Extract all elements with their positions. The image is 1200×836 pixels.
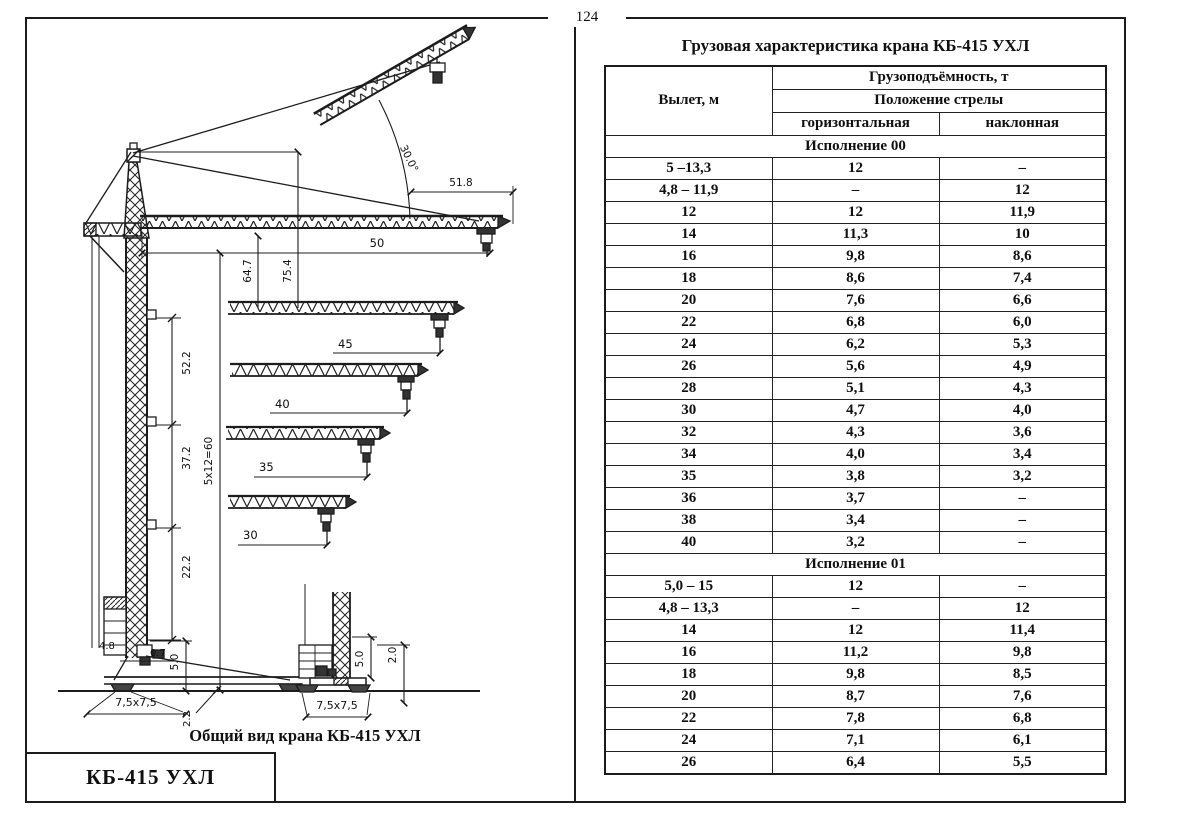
table-cell: 3,4 xyxy=(939,444,1106,466)
table-cell: 3,2 xyxy=(939,466,1106,488)
table-cell: 30 xyxy=(605,400,772,422)
table-cell: 36 xyxy=(605,488,772,510)
table-cell: 26 xyxy=(605,752,772,775)
dim-5-0: 5.0 xyxy=(169,653,181,671)
table-cell: 4,7 xyxy=(772,400,939,422)
table-cell: 8,5 xyxy=(939,664,1106,686)
dim-0-7: 0.7 xyxy=(150,648,166,659)
table-cell: 12 xyxy=(772,158,939,180)
table-cell: 6,8 xyxy=(772,312,939,334)
table-cell: 4,8 – 13,3 xyxy=(605,598,772,620)
crane-drawing xyxy=(0,0,576,836)
table-cell: 3,2 xyxy=(772,532,939,554)
table-row xyxy=(605,488,1106,510)
table-row xyxy=(605,334,1106,356)
dim-2-2: 2.2 xyxy=(182,711,193,727)
table-cell: 6,4 xyxy=(772,752,939,775)
table-cell: 9,8 xyxy=(772,664,939,686)
table-cell: 9,8 xyxy=(939,642,1106,664)
table-row xyxy=(605,268,1106,290)
table-cell: 20 xyxy=(605,290,772,312)
table-row xyxy=(605,422,1106,444)
header-horizontal: горизонтальная xyxy=(772,113,939,136)
inclined-jib xyxy=(314,22,479,125)
dim-side-5-0: 5.0 xyxy=(354,650,366,668)
table-cell: 12 xyxy=(772,620,939,642)
table-cell: 38 xyxy=(605,510,772,532)
table-row xyxy=(605,246,1106,268)
table-row xyxy=(605,224,1106,246)
table-cell: 6,8 xyxy=(939,708,1106,730)
table-cell: 18 xyxy=(605,664,772,686)
table-row xyxy=(605,466,1106,488)
table-cell: 10 xyxy=(939,224,1106,246)
table-cell: 4,8 – 11,9 xyxy=(605,180,772,202)
table-row xyxy=(605,400,1106,422)
table-row xyxy=(605,202,1106,224)
jib-40 xyxy=(230,364,428,413)
table-row xyxy=(605,686,1106,708)
table-row xyxy=(605,444,1106,466)
table-cell: 40 xyxy=(605,532,772,554)
header-boom-position: Положение стрелы xyxy=(772,90,1106,113)
table-cell: 12 xyxy=(939,180,1106,202)
load-capacity-table xyxy=(604,65,1107,775)
table-cell: 4,0 xyxy=(939,400,1106,422)
table-cell: 16 xyxy=(605,642,772,664)
table-cell: 7,6 xyxy=(939,686,1106,708)
dim-37-2: 37.2 xyxy=(181,446,193,470)
header-outreach: Вылет, м xyxy=(605,66,772,136)
drawing-caption: Общий вид крана КБ-415 УХЛ xyxy=(189,726,421,745)
table-cell: 8,7 xyxy=(772,686,939,708)
dim-52-2: 52.2 xyxy=(181,351,193,375)
dimension-lines xyxy=(137,152,513,690)
dim-4-8: 4.8 xyxy=(99,641,115,652)
header-capacity: Грузоподъёмность, т xyxy=(772,66,1106,90)
section-heading: Исполнение 00 xyxy=(605,136,1106,158)
table-cell: 26 xyxy=(605,356,772,378)
table-cell: 4,9 xyxy=(939,356,1106,378)
table-cell: 6,6 xyxy=(939,290,1106,312)
table-cell: 32 xyxy=(605,422,772,444)
jib-tie-line xyxy=(133,156,479,221)
table-cell: 14 xyxy=(605,224,772,246)
table-cell: 6,2 xyxy=(772,334,939,356)
table-cell: 5,6 xyxy=(772,356,939,378)
table-cell: 7,1 xyxy=(772,730,939,752)
table-row xyxy=(605,708,1106,730)
table-row xyxy=(605,532,1106,554)
table-cell: – xyxy=(939,510,1106,532)
table-cell: 22 xyxy=(605,708,772,730)
table-title: Грузовая характеристика крана КБ-415 УХЛ xyxy=(681,36,1030,55)
dim-gauge-main: 7,5х7,5 xyxy=(115,696,157,709)
table-cell: 8,6 xyxy=(772,268,939,290)
dim-35: 35 xyxy=(259,460,274,474)
table-cell: 5,5 xyxy=(939,752,1106,775)
table-cell: 6,0 xyxy=(939,312,1106,334)
header-inclined: наклонная xyxy=(939,113,1106,136)
table-cell: 22 xyxy=(605,312,772,334)
table-row xyxy=(605,312,1106,334)
section-heading-row xyxy=(605,136,1106,158)
table-cell: 24 xyxy=(605,334,772,356)
table-cell: 18 xyxy=(605,268,772,290)
jib-35 xyxy=(226,427,390,477)
table-row xyxy=(605,356,1106,378)
table-cell: 4,3 xyxy=(939,378,1106,400)
section-heading-row xyxy=(605,554,1106,576)
table-cell: 7,4 xyxy=(939,268,1106,290)
table-cell: 24 xyxy=(605,730,772,752)
table-row xyxy=(605,730,1106,752)
table-cell: – xyxy=(939,488,1106,510)
table-cell: – xyxy=(939,158,1106,180)
tower-mast xyxy=(126,238,156,658)
table-row xyxy=(605,752,1106,775)
table-cell: 6,1 xyxy=(939,730,1106,752)
table-cell: 3,6 xyxy=(939,422,1106,444)
table-cell: 12 xyxy=(772,202,939,224)
table-cell: 12 xyxy=(939,598,1106,620)
table-cell: 5,3 xyxy=(939,334,1106,356)
table-row xyxy=(605,664,1106,686)
table-cell: 9,8 xyxy=(772,246,939,268)
table-cell: 5,0 – 15 xyxy=(605,576,772,598)
table-cell: 28 xyxy=(605,378,772,400)
dim-gauge-side: 7,5х7,5 xyxy=(316,699,358,712)
dim-50: 50 xyxy=(369,236,385,250)
table-cell: 7,6 xyxy=(772,290,939,312)
table-cell: 35 xyxy=(605,466,772,488)
dim-45: 45 xyxy=(338,337,353,351)
table-row xyxy=(605,598,1106,620)
table-row xyxy=(605,290,1106,312)
dim-40: 40 xyxy=(275,397,290,411)
dim-side-2-0: 2.0 xyxy=(387,646,399,664)
table-cell: 11,3 xyxy=(772,224,939,246)
table-cell: 7,8 xyxy=(772,708,939,730)
table-cell: 12 xyxy=(605,202,772,224)
table-row xyxy=(605,378,1106,400)
table-row xyxy=(605,576,1106,598)
dim-tower-sections: 5х12=60 xyxy=(203,436,215,486)
section-heading: Исполнение 01 xyxy=(605,554,1106,576)
dim-22-2: 22.2 xyxy=(181,555,193,579)
table-cell: 11,2 xyxy=(772,642,939,664)
dim-75-4: 75.4 xyxy=(282,259,294,283)
table-cell: 3,8 xyxy=(772,466,939,488)
table-cell: 34 xyxy=(605,444,772,466)
table-cell: 4,0 xyxy=(772,444,939,466)
table-cell: – xyxy=(939,532,1106,554)
table-cell: 20 xyxy=(605,686,772,708)
table-cell: 3,7 xyxy=(772,488,939,510)
table-cell: – xyxy=(772,180,939,202)
table-row xyxy=(605,620,1106,642)
table-cell: 11,4 xyxy=(939,620,1106,642)
stamp-box: КБ-415 УХЛ xyxy=(25,752,276,803)
table-cell: 16 xyxy=(605,246,772,268)
table-cell: 5 –13,3 xyxy=(605,158,772,180)
table-cell: 3,4 xyxy=(772,510,939,532)
dim-64-7: 64.7 xyxy=(242,259,254,283)
dim-51-8: 51.8 xyxy=(449,177,473,189)
load-table-area xyxy=(604,36,1107,775)
table-cell: 11,9 xyxy=(939,202,1106,224)
table-row xyxy=(605,180,1106,202)
dim-30: 30 xyxy=(243,528,258,542)
table-cell: 14 xyxy=(605,620,772,642)
main-jib xyxy=(140,216,510,257)
table-row xyxy=(605,158,1106,180)
table-row xyxy=(605,510,1106,532)
table-cell: 12 xyxy=(772,576,939,598)
table-row xyxy=(605,642,1106,664)
dim-angle: 30.0° xyxy=(397,143,421,175)
table-cell: 8,6 xyxy=(939,246,1106,268)
table-cell: – xyxy=(772,598,939,620)
page-number: 124 xyxy=(548,8,626,27)
table-cell: – xyxy=(939,576,1106,598)
table-cell: 5,1 xyxy=(772,378,939,400)
table-cell: 4,3 xyxy=(772,422,939,444)
